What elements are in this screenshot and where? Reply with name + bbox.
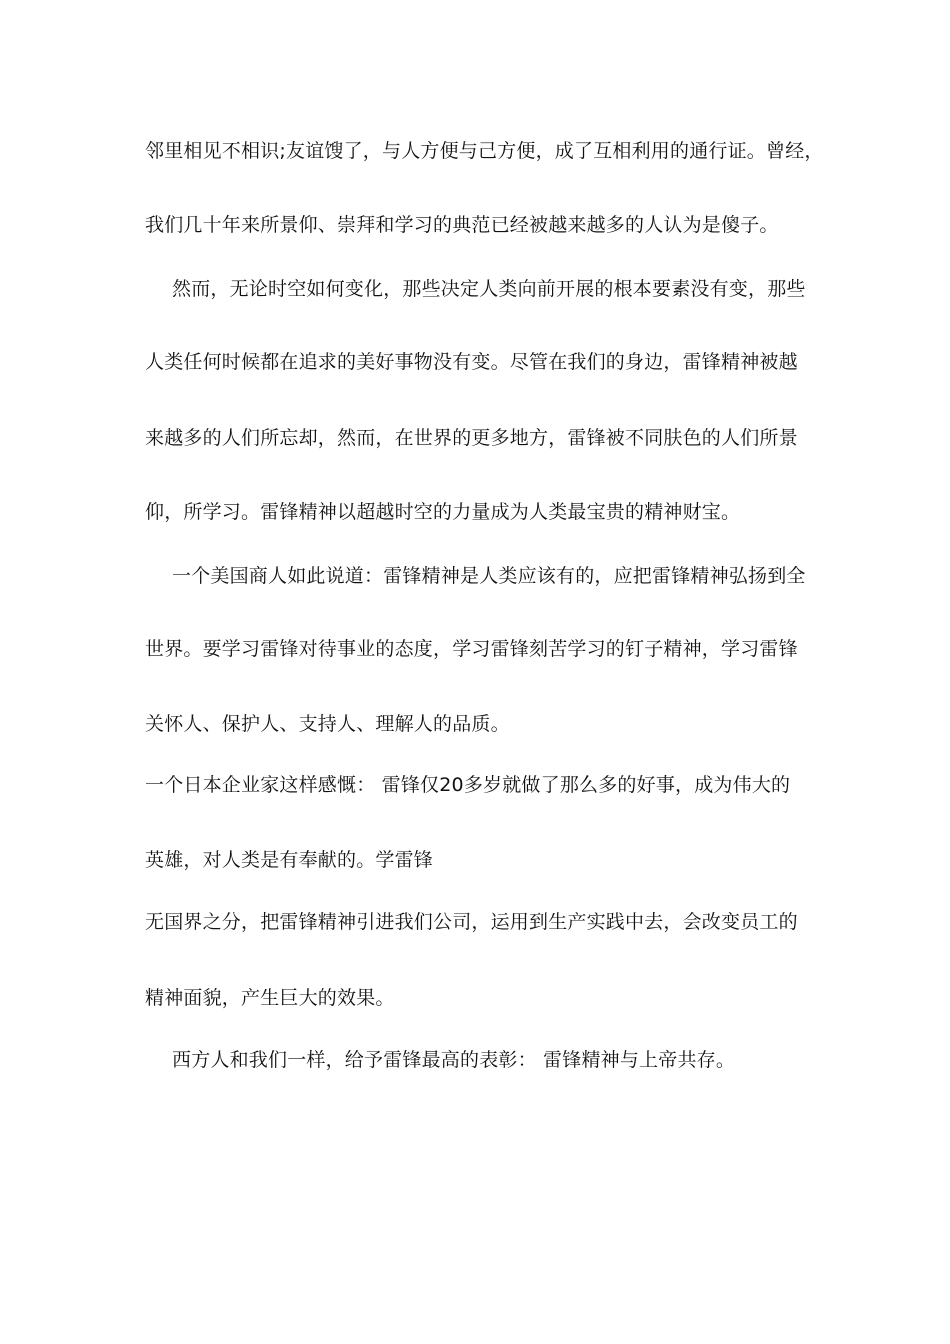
- paragraph-first-line: 然而，无论时空如何变化，那些决定人类向前开展的根本要素没有变，那些: [172, 278, 806, 300]
- text-line: 仰，所学习。雷锋精神以超越时空的力量成为人类最宝贵的精神财宝。: [145, 501, 741, 523]
- text-line: 来越多的人们所忘却，然而，在世界的更多地方，雷锋被不同肤色的人们所景: [145, 427, 798, 449]
- text-line: 精神面貌，产生巨大的效果。: [145, 987, 395, 1009]
- paragraph-first-line: 西方人和我们一样，给予雷锋最高的表彰： 雷锋精神与上帝共存。: [172, 1049, 736, 1071]
- text-line: 关怀人、保护人、支持人、理解人的品质。: [145, 713, 510, 735]
- text-line: 我们几十年来所景仰、崇拜和学习的典范已经被越来越多的人认为是傻子。: [145, 214, 779, 236]
- paragraph-first-line: 一个日本企业家这样感慨： 雷锋仅20多岁就做了那么多的好事，成为伟大的: [145, 774, 791, 796]
- text-line: 人类任何时候都在追求的美好事物没有变。尽管在我们的身边，雷锋精神被越: [145, 351, 798, 373]
- text-line: 邻里相见不相识;友谊馊了，与人方便与己方便，成了互相利用的通行证。曾经，: [145, 140, 824, 162]
- text-line: 世界。要学习雷锋对待事业的态度，学习雷锋刻苦学习的钉子精神，学习雷锋: [145, 638, 798, 660]
- text-line: 无国界之分，把雷锋精神引进我们公司，运用到生产实践中去，会改变员工的: [145, 911, 798, 933]
- paragraph-first-line: 一个美国商人如此说道：雷锋精神是人类应该有的，应把雷锋精神弘扬到全: [172, 565, 806, 587]
- text-line: 英雄，对人类是有奉献的。学雷锋: [145, 849, 434, 871]
